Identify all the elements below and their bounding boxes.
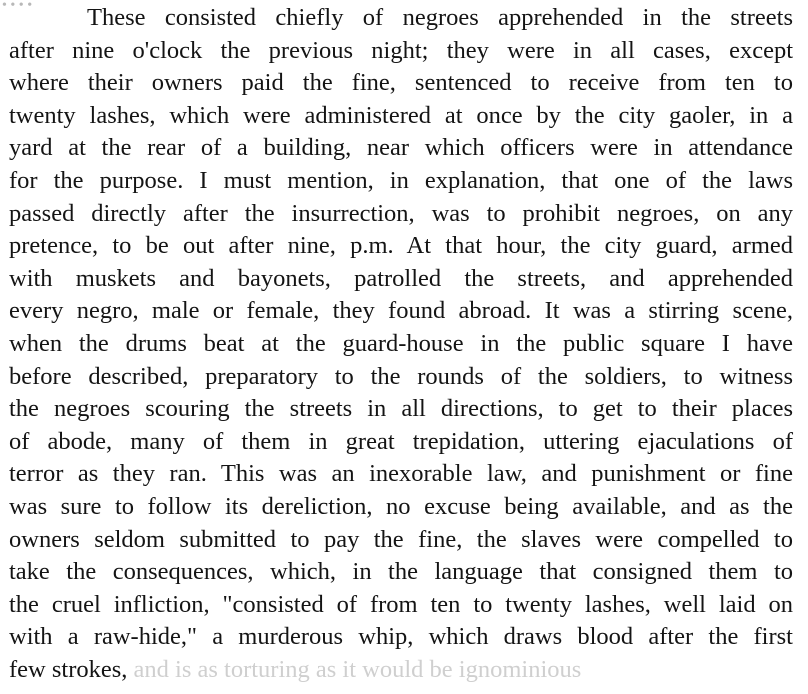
text-line-4: twenty lashes, which were administered at once by the city gaoler, in a — [9, 101, 793, 129]
text-line-18: take the consequences, which, in the language that consigned them to — [9, 558, 793, 586]
paragraph — [9, 2, 793, 686]
text-line-9: with muskets and bayonets, patrolled the streets, and apprehended — [9, 264, 793, 292]
visible-text: few strokes, — [9, 655, 128, 683]
text-line-11: when the drums beat at the guard-house in the public square I have — [9, 329, 793, 357]
text-line-2: after nine o'clock the previous night; they were in all cases, except — [9, 36, 793, 64]
text-line-17: owners seldom submitted to pay the fine, the slaves were compelled to — [9, 525, 793, 553]
text-line-14: of abode, many of them in great trepidation, uttering ejaculations of — [9, 427, 793, 455]
text-line-13: the negroes scouring the streets in all directions, to get to their places — [9, 395, 793, 423]
text-line-19: the cruel infliction, "consisted of from ten to twenty lashes, well laid on — [9, 590, 793, 618]
text-line-12: before described, preparatory to the rounds of the soldiers, to witness — [9, 362, 793, 390]
text-line-16: was sure to follow its dereliction, no excuse being available, and as the — [9, 492, 793, 520]
text-line-5: yard at the rear of a building, near which officers were in attendance — [9, 134, 793, 162]
text-line-21 — [9, 654, 793, 687]
text-line-7: passed directly after the insurrection, was to prohibit negroes, on any — [9, 199, 793, 227]
text-line-6: for the purpose. I must mention, in explanation, that one of the laws — [9, 166, 793, 194]
text-line-10: every negro, male or female, they found abroad. It was a stirring scene, — [9, 297, 793, 325]
cropped-top-text: • • • • — [2, 0, 33, 13]
text-line-8: pretence, to be out after nine, p.m. At that hour, the city guard, armed — [9, 232, 793, 260]
text-line-1: These consisted chiefly of negroes apprehended in the streets — [87, 4, 793, 31]
text-line-3: where their owners paid the fine, sentenced to receive from ten to — [9, 69, 793, 97]
faded-text: and is as torturing as it would be ignominious — [133, 655, 582, 683]
text-line-20: with a raw-hide," a murderous whip, which draws blood after the first — [9, 623, 793, 651]
text-line-15: terror as they ran. This was an inexorable law, and punishment or fine — [9, 460, 793, 488]
